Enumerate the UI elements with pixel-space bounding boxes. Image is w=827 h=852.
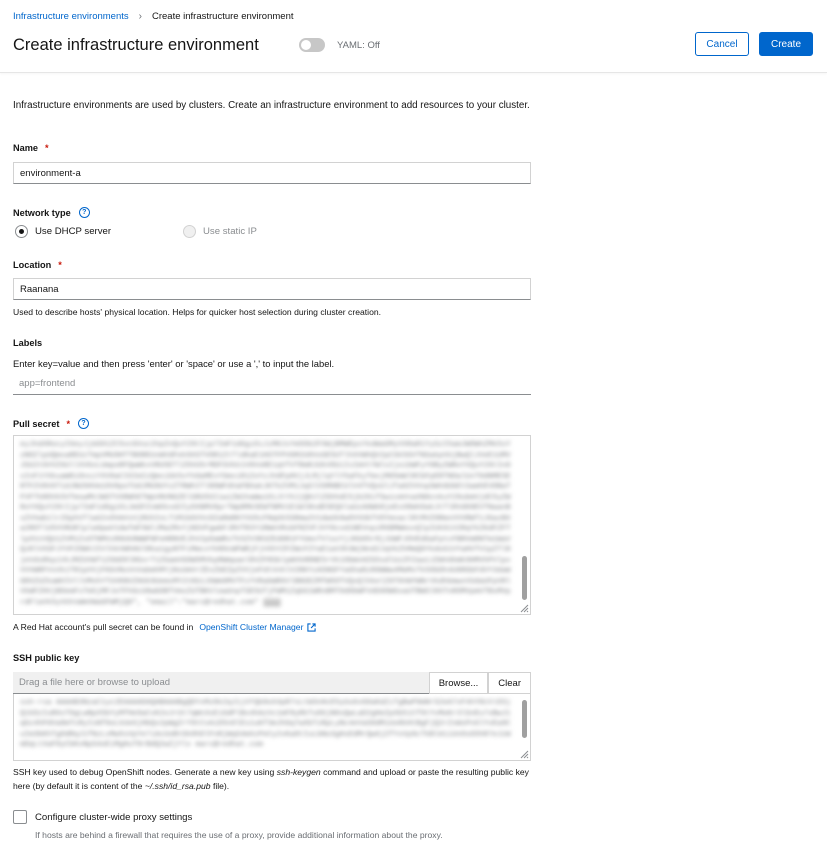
radio-static-ip-label: Use static IP: [203, 226, 257, 237]
name-label-text: Name: [13, 143, 39, 153]
radio-button-disabled: [183, 225, 196, 238]
ssh-keygen-command: ssh-keygen: [276, 767, 321, 777]
pull-secret-textarea[interactable]: [13, 435, 531, 615]
external-link-icon[interactable]: [307, 623, 316, 632]
pull-secret-helper-text: A Red Hat account's pull secret can be found in: [13, 622, 194, 632]
browse-button[interactable]: Browse...: [429, 672, 489, 694]
breadcrumb-current: Create infrastructure environment: [151, 11, 294, 22]
page-title: Create infrastructure environment: [13, 36, 259, 54]
location-label-text: Location: [13, 260, 52, 270]
ssh-helper-text-3: file).: [212, 781, 230, 791]
labels-helper: Enter key=value and then press 'enter' or 'space' or use a ',' to input the label.: [13, 358, 335, 369]
pull-secret-label: [13, 418, 89, 429]
required-mark: *: [58, 260, 62, 270]
yaml-switch[interactable]: [299, 38, 325, 52]
ssh-key-label-text: SSH public key: [13, 653, 80, 663]
breadcrumb: [13, 11, 294, 22]
form-description: Infrastructure environments are used by clusters. Create an infrastructure environment to add resources to your cluster.: [13, 100, 530, 111]
ssh-file-upload[interactable]: [13, 672, 531, 694]
proxy-checkbox-row[interactable]: [13, 810, 192, 824]
ssh-key-path: ~/.ssh/id_rsa.pub: [144, 781, 211, 791]
radio-dhcp-label: Use DHCP server: [35, 226, 112, 237]
ssh-key-label: [13, 653, 79, 663]
labels-label-text: Labels: [13, 338, 43, 348]
pull-secret-helper: [13, 622, 316, 632]
required-mark: *: [45, 143, 49, 153]
help-icon[interactable]: ?: [79, 207, 90, 218]
cancel-button[interactable]: Cancel: [695, 32, 749, 56]
name-label: [13, 143, 49, 153]
ssh-drop-placeholder: Drag a file here or browse to upload: [19, 677, 171, 688]
page-header: [0, 0, 827, 73]
network-type-label: [13, 207, 90, 218]
help-icon[interactable]: ?: [78, 418, 89, 429]
location-label: [13, 260, 62, 270]
scrollbar-thumb[interactable]: [522, 700, 527, 738]
create-button[interactable]: Create: [759, 32, 813, 56]
radio-button-checked[interactable]: [15, 225, 28, 238]
resize-handle-icon[interactable]: [519, 603, 529, 613]
pull-secret-content-blurred: eyJhdXRocyI6eyJjbG91ZC5vcGVuc2hpZnQuY29tIjp7ImF1dGgiOiJiM0JsYm5Ob2FXWjBMWEpsYkdWaGMyVXRaR1YySzI5amJWOWhZMk5sYzNOZlpUQmxaREUzTmpVMU9HTTBOREUxWVdFek9XSTVOR1ZtTldKaE1HSTFPVGM2U0VoSE5UTlhXVWhQV2pCSk5GVTNSakpVUjBwQlJVeE1UMVJSU2tGVVZ6UllXVGxLUmpoRFQwWkxVRU5ETlZOVU5rMDFSVkk1V0VoRE1qVTVTRmRJUkVOUiIsImVtYWlsIjoibWFyY0ByZWRoYXQuY29tIn0sInF1YXkuaW8iOnsiYXV0aCI6ImIzQmxibk5vYVdaMExYSmxiR1ZoYzJVdFpHVjJLMjlqYlY5aFkyTmxjM05mWlRCbFpERTNOalUxT0dNME5ERTFZV0V6T1dJNU5HVm1OV0poTUdJMU9UYzZTRWhITlROWFdVaFBXakJKTkZVM1JqSlVSMHBCUlV4TVQxUlJTa0ZVVnpSWVdUbEtSamhEVDBaTFVFTkROVk5VTmswMVJWSTVXRWhETWpVNVNGZElSRU5SIiwiZW1haWwiOiJtYXJjQHJlZGhhdC5jb20ifSwicmVnaXN0cnkuY29ubmVjdC5yZWRoYXQuY29tIjp7ImF1dGgiOiJmSFZvWXkxd2IyOXNMV0prTWpRMk5EWTNMV1E1WlRndE5EQXlaUzA0WkRjeExXRmhOakJtTlRVd09EVTNaanBsZVVwb1lrZGphVTlwU2xOVmVsVjRUV2xLT1M1bGVVcDZaRmRKYVU5cFNqUk5SRmw2V1dwUk0wOVVUbTVOYmxaclRtMVZORmxVVVRWT1JGazBXa2ROTlU5VVRURlpla0pwV1dwTmFXWlJMa2MxYjNSVFgwbFJRVTR3Y1RWeVRsbFRZVFJVY0cxd1NEVnpiMXBMWmsxQlpIUk9iV2RqYkZKdFZFTlpXVzVQU1ZVM1ZsOTNMVzR0UkRWWFNFeHRNVEJhV2pOaWRsTk5ZV3R3ZEd0R1FYUmxTVlozYjJKb05rRjJUWFJOVEdGaFptcFBRVmRNTm1WaVQzRlVXSFJYVFZOWVJIVlhkVWhHUlRka1gyNTFiMmcxYkROcWFWRjFjVXhYZFZWcFZYaE1aV3h3WjNnd2JqVkZhMmQ0YkdoS1VYaHVTV1pZTlRjeVdsRkpiVkJMZUVWT1Z6bERlRGxrT1ZGamVGOW5MVkpRWmpaelRVZFRSblpWVkRRNE5rVk1ObWxHZG5sdlUzZFZaa1JZWVdkWk9HMVhPVlpvVVVWRFVsVk1TR1pVVjFKbVNsVnVabmhMYjNsUmVrZExZbEZpZVVjeFdtVnhlV2RKYzA5NGFYaGhaRzR0WWw4MmMxTk5ObDh4U0RGbFdVY3daWGRXZUZkaWVIVllVMnhYTUVKNVZHUk9UemxMY2tKb1J6Wm9MVTFzYVRabWR6VlBNSEZMTW5OTVQxQlhkelZ0T0VWYWNrVkdhbmwxVUdaUFpVRlVkWFZHVjBOemFsTm5jMFJoTFhGcU0wbDBTVmxZUTBKVlowUnpTSE5UTjFWM1ZqbG1WRnBMT0d0bWFVdG9OWGxaUTBWSlRXTnROMVpmVTBsMVprdFlaVk5yVUVsWmVWaGFWMjQ0", "email":"marc@redhat.com" ...: [20, 441, 511, 607]
name-input[interactable]: [13, 162, 531, 184]
ocm-link[interactable]: OpenShift Cluster Manager: [199, 622, 304, 632]
clear-button[interactable]: Clear: [488, 672, 531, 694]
location-input-value: Raanana: [20, 283, 59, 295]
location-input[interactable]: [13, 278, 531, 300]
ssh-key-helper: [13, 765, 533, 793]
proxy-checkbox-label: Configure cluster-wide proxy settings: [35, 811, 193, 823]
breadcrumb-link-infrastructure-environments[interactable]: Infrastructure environments: [13, 11, 129, 22]
name-input-value: environment-a: [20, 167, 81, 179]
network-type-label-text: Network type: [13, 207, 71, 218]
radio-static-ip: [183, 225, 257, 238]
chevron-right-icon: ›: [138, 11, 142, 22]
resize-handle-icon[interactable]: [519, 749, 529, 759]
yaml-toggle-label: YAML: Off: [337, 39, 380, 51]
switch-knob: [301, 40, 311, 50]
ssh-helper-text-2: command and upload or paste the resulting public key here (by default it is content of the: [13, 767, 529, 791]
ssh-key-content-blurred: ssh-rsa AAAAB3NzaC1yc2EAAAADAQABAAABgQDYxMz8k2qJ1jVfQb9oX4pR7sLtW3nHcE5yUu6vG0aKdZiTgBwP9mNrS2eA7xF4hY8cVlO3jQ1kDzIuR6sT0gLwNpX5bYyMfHe9aCvK2oJrUt7qWn3sEiGdPlBx4hAzVc1mF8yRkTuO6jN0sQwLaD2gHeZpXb5iCf9tYvMoKr3lSnEu7xBwJ1qGz4hPdVa8mTcRyIsNf0oLkUe6jHbQx2pWgZrY9tCvAiD5nOlEs1uKf3mJhGq7wXbTzRpLyNc4eVaS0dMiUo8kHtBgFjQ2rZxWsPn6lYvEa9CuIm3bKhTgOdRqJ1fNzLxMw5sVpYe7iAcUoBtGk0hDlFnRjWqS4mXzPeCy2vKa8tIuLbNo3gHsEdMrQw6jZfYxVp9cTkBlA1iUnOsG5hR7eJzWmDqLtXaF0yCbKvNpS4oEiMgHuT8rBdQ2wZjYlx marc@redhat.com: [20, 699, 511, 749]
ssh-helper-text-1: SSH key used to debug OpenShift nodes. Generate a new key using: [13, 767, 275, 777]
scrollbar-thumb[interactable]: [522, 556, 527, 600]
proxy-checkbox[interactable]: [13, 810, 27, 824]
radio-dhcp[interactable]: [15, 225, 111, 238]
labels-placeholder: app=frontend: [19, 378, 76, 389]
pull-secret-label-text: Pull secret: [13, 418, 60, 429]
more-marker: ...: [265, 597, 280, 607]
required-mark: *: [66, 418, 71, 429]
location-helper: Used to describe hosts' physical location. Helps for quicker host selection during cluster creation.: [13, 307, 382, 317]
yaml-toggle[interactable]: [299, 38, 380, 52]
ssh-key-textarea[interactable]: [13, 694, 531, 761]
ssh-drop-zone[interactable]: [13, 672, 429, 694]
proxy-helper: If hosts are behind a firewall that requires the use of a proxy, provide additional information about the proxy.: [35, 830, 443, 840]
labels-label: [13, 338, 42, 348]
labels-input[interactable]: [13, 373, 531, 395]
